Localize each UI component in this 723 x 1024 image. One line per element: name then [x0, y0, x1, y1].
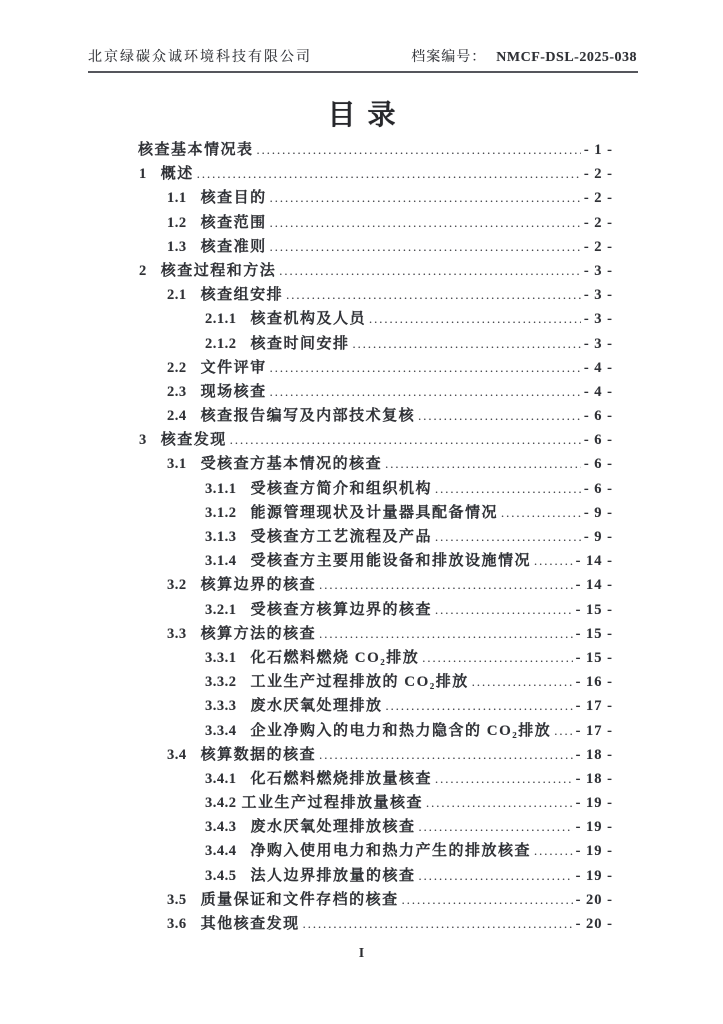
- page-header: [88, 49, 637, 67]
- toc-entry-number: 3.4: [167, 746, 187, 763]
- toc-entry-label: 化石燃料燃烧 CO₂排放: [250, 649, 420, 666]
- toc-row[interactable]: [0, 839, 723, 863]
- company-name: 北京绿碳众诚环境科技有限公司: [88, 50, 312, 65]
- toc-entry-number: 2: [139, 262, 147, 279]
- toc-entry-number: 2.1.2: [205, 335, 237, 352]
- toc-dot-leader: [385, 452, 581, 476]
- toc-entry-number: 3.1: [167, 456, 187, 473]
- toc-row[interactable]: [0, 888, 723, 912]
- toc-page-number: - 9 -: [583, 529, 613, 545]
- toc-entry-number: 2.1: [167, 287, 187, 304]
- toc-entry-number: 3.1.4: [205, 553, 237, 570]
- toc-entry-number: 3.4.5: [205, 867, 237, 884]
- toc-entry-number: 3.3: [167, 625, 187, 642]
- toc-dot-leader: [270, 235, 581, 259]
- toc-row[interactable]: [0, 235, 723, 259]
- toc-row[interactable]: [0, 573, 723, 597]
- toc-entry-label: 核查过程和方法: [160, 262, 277, 279]
- toc-entry-label: 受核查方主要用能设备和排放设施情况: [250, 553, 532, 570]
- toc-dot-leader: [402, 888, 573, 912]
- toc-entry-number: 2.1.1: [205, 311, 237, 328]
- toc-dot-leader: [286, 283, 581, 307]
- toc-dot-leader: [554, 719, 572, 743]
- toc-row[interactable]: [0, 356, 723, 380]
- toc-entry-label: 核查时间安排: [250, 335, 350, 352]
- toc-page-number: - 2 -: [583, 214, 613, 231]
- toc-dot-leader: [270, 211, 581, 235]
- toc-row[interactable]: [0, 622, 723, 646]
- toc-dot-leader: [418, 404, 581, 428]
- toc-row[interactable]: [0, 307, 723, 331]
- toc-entry-label: 核算数据的核查: [200, 746, 317, 763]
- toc-row[interactable]: [0, 598, 723, 622]
- toc-page-number: - 3 -: [583, 311, 613, 328]
- toc-entry-number: 3.4.2: [205, 795, 237, 812]
- toc-row[interactable]: [0, 138, 723, 162]
- toc-row[interactable]: [0, 332, 723, 356]
- toc-dot-leader: [419, 815, 573, 839]
- toc-entry-number: 1.3: [167, 238, 187, 255]
- toc-entry-label: 核查目的: [200, 190, 267, 207]
- toc-page-number: - 18 -: [575, 770, 613, 787]
- toc-entry-number: 2.2: [167, 359, 187, 376]
- toc-dot-leader: [369, 307, 581, 331]
- toc-row[interactable]: [0, 791, 723, 815]
- toc-entry-number: 2.3: [167, 383, 187, 400]
- toc-dot-leader: [435, 525, 581, 549]
- toc-entry-label: 文件评审: [200, 359, 267, 376]
- toc-entry-number: 1.2: [167, 214, 187, 231]
- toc-entry-number: 3.5: [167, 891, 187, 908]
- toc-dot-leader: [386, 694, 573, 718]
- toc-dot-leader: [270, 356, 581, 380]
- toc-page-number: - 6 -: [583, 432, 613, 449]
- toc-entry-number: 3.1.2: [205, 504, 237, 521]
- toc-entry-label: 现场核查: [200, 383, 267, 400]
- toc-dot-leader: [472, 670, 573, 694]
- toc-entry-label: 核算边界的核查: [200, 577, 317, 594]
- toc-page-number: - 3 -: [583, 287, 613, 304]
- toc-entry-label: 净购入使用电力和热力产生的排放核查: [250, 843, 532, 860]
- toc-page-number: - 15 -: [575, 625, 613, 642]
- toc-dot-leader: [353, 332, 581, 356]
- toc-entry-label: 核算方法的核查: [200, 625, 317, 642]
- toc-dot-leader: [257, 138, 581, 162]
- toc-entry-label: 质量保证和文件存档的核查: [200, 891, 399, 908]
- toc-page-number: - 20 -: [575, 916, 613, 932]
- toc-page-number: - 1 -: [583, 142, 613, 158]
- toc-dot-leader: [230, 428, 581, 452]
- toc-dot-leader: [319, 622, 572, 646]
- toc-entry-number: 3.6: [167, 916, 187, 932]
- toc-page-number: - 4 -: [583, 383, 613, 400]
- toc-entry-label: 受核查方工艺流程及产品: [250, 529, 433, 545]
- toc-page-number: - 20 -: [575, 891, 613, 908]
- toc-dot-leader: [501, 501, 581, 525]
- toc-dot-leader: [303, 912, 573, 936]
- toc-entry-label: 概述: [160, 166, 194, 183]
- toc-entry-number: 3.4.1: [205, 770, 237, 787]
- toc-entry-number: 3.1.3: [205, 529, 237, 545]
- toc-entry-label: 废水厌氧处理排放: [250, 698, 383, 715]
- toc-dot-leader: [435, 477, 581, 501]
- toc-page-number: - 17 -: [575, 722, 613, 739]
- toc-page-number: - 19 -: [575, 795, 613, 812]
- toc-entry-label: 受核查方基本情况的核查: [200, 456, 383, 473]
- toc-page-number: - 15 -: [575, 649, 613, 666]
- toc-entry-label: 核查发现: [160, 432, 227, 449]
- toc-entry-number: 3.4.3: [205, 819, 237, 836]
- toc-entry-number: 3.2.1: [205, 601, 237, 618]
- toc-entry-label: 法人边界排放量的核查: [250, 867, 416, 884]
- toc-entry-label: 工业生产过程排放量核查: [241, 795, 424, 812]
- toc-page-number: - 2 -: [583, 190, 613, 207]
- toc-dot-leader: [534, 549, 573, 573]
- archive-number-label: 档案编号：: [411, 50, 487, 65]
- toc-dot-leader: [422, 646, 572, 670]
- toc-page-number: - 14 -: [575, 577, 613, 594]
- toc-entry-label: 核查基本情况表: [138, 142, 254, 158]
- toc-entry-label: 核查范围: [200, 214, 267, 231]
- page-title: 目录: [327, 100, 408, 131]
- toc-row[interactable]: [0, 743, 723, 767]
- toc-dot-leader: [435, 767, 573, 791]
- toc-row[interactable]: [0, 694, 723, 718]
- toc-page-number: - 16 -: [575, 674, 613, 691]
- toc-row[interactable]: [0, 815, 723, 839]
- toc-row[interactable]: [0, 186, 723, 210]
- toc-row[interactable]: [0, 211, 723, 235]
- toc-row[interactable]: [0, 646, 723, 670]
- toc-row[interactable]: [0, 428, 723, 452]
- toc-dot-leader: [270, 380, 581, 404]
- toc-entry-number: 2.4: [167, 408, 187, 425]
- toc-entry-label: 受核查方简介和组织机构: [250, 480, 433, 497]
- header-divider: [88, 71, 638, 73]
- toc-page-number: - 2 -: [583, 166, 613, 183]
- toc-page-number: - 4 -: [583, 359, 613, 376]
- archive-number-value: NMCF-DSL-2025-038: [496, 50, 637, 65]
- toc-row[interactable]: [0, 912, 723, 936]
- toc-page-number: - 19 -: [575, 819, 613, 836]
- toc-page-number: - 6 -: [583, 456, 613, 473]
- toc-row[interactable]: [0, 283, 723, 307]
- toc-page-number: - 3 -: [583, 335, 613, 352]
- toc-entry-number: 3.4.4: [205, 843, 237, 860]
- toc-entry-label: 能源管理现状及计量器具配备情况: [250, 504, 499, 521]
- toc-entry-label: 核查组安排: [200, 287, 284, 304]
- toc-entry-label: 核查机构及人员: [250, 311, 367, 328]
- toc-row[interactable]: [0, 259, 723, 283]
- toc-page-number: - 17 -: [575, 698, 613, 715]
- toc-page-number: - 19 -: [575, 843, 613, 860]
- toc-page-number: - 3 -: [583, 262, 613, 279]
- toc-row[interactable]: [0, 452, 723, 476]
- toc-page-number: - 19 -: [575, 867, 613, 884]
- toc-page-number: - 15 -: [575, 601, 613, 618]
- toc-entry-label: 受核查方核算边界的核查: [250, 601, 433, 618]
- toc-dot-leader: [270, 186, 581, 210]
- toc-entry-label: 核查准则: [200, 238, 267, 255]
- toc-row[interactable]: [0, 404, 723, 428]
- toc-dot-leader: [197, 162, 581, 186]
- toc-dot-leader: [534, 839, 573, 863]
- toc-page-number: - 14 -: [575, 553, 613, 570]
- toc-page-number: - 9 -: [583, 504, 613, 521]
- toc-dot-leader: [319, 573, 572, 597]
- toc-row[interactable]: [0, 525, 723, 549]
- footer-page-number: I: [358, 946, 365, 961]
- toc-page-number: - 6 -: [583, 480, 613, 497]
- toc-dot-leader: [426, 791, 573, 815]
- toc-dot-leader: [419, 864, 573, 888]
- toc: [0, 138, 723, 936]
- toc-row[interactable]: [0, 719, 723, 743]
- toc-entry-label: 工业生产过程排放的 CO₂排放: [250, 674, 469, 691]
- toc-entry-label: 化石燃料燃烧排放量核查: [250, 770, 433, 787]
- toc-dot-leader: [319, 743, 572, 767]
- toc-dot-leader: [279, 259, 581, 283]
- toc-entry-number: 1.1: [167, 190, 187, 207]
- archive-number-group: [411, 49, 637, 67]
- toc-entry-number: 3: [139, 432, 147, 449]
- toc-entry-number: 1: [139, 166, 147, 183]
- toc-row[interactable]: [0, 380, 723, 404]
- toc-entry-number: 3.2: [167, 577, 187, 594]
- toc-entry-label: 企业净购入的电力和热力隐含的 CO₂排放: [250, 722, 552, 739]
- toc-row[interactable]: [0, 549, 723, 573]
- toc-row[interactable]: [0, 767, 723, 791]
- toc-entry-label: 核查报告编写及内部技术复核: [200, 408, 416, 425]
- toc-dot-leader: [435, 598, 573, 622]
- toc-entry-number: 3.1.1: [205, 480, 237, 497]
- toc-entry-label: 废水厌氧处理排放核查: [250, 819, 416, 836]
- toc-row[interactable]: [0, 501, 723, 525]
- toc-row[interactable]: [0, 162, 723, 186]
- toc-entry-number: 3.3.3: [205, 698, 237, 715]
- toc-entry-label: 其他核查发现: [200, 916, 300, 932]
- toc-page-number: - 2 -: [583, 238, 613, 255]
- toc-page-number: - 18 -: [575, 746, 613, 763]
- toc-row[interactable]: [0, 864, 723, 888]
- toc-row[interactable]: [0, 477, 723, 501]
- toc-entry-number: 3.3.1: [205, 649, 237, 666]
- toc-row[interactable]: [0, 670, 723, 694]
- toc-page-number: - 6 -: [583, 408, 613, 425]
- toc-entry-number: 3.3.2: [205, 674, 237, 691]
- toc-entry-number: 3.3.4: [205, 722, 237, 739]
